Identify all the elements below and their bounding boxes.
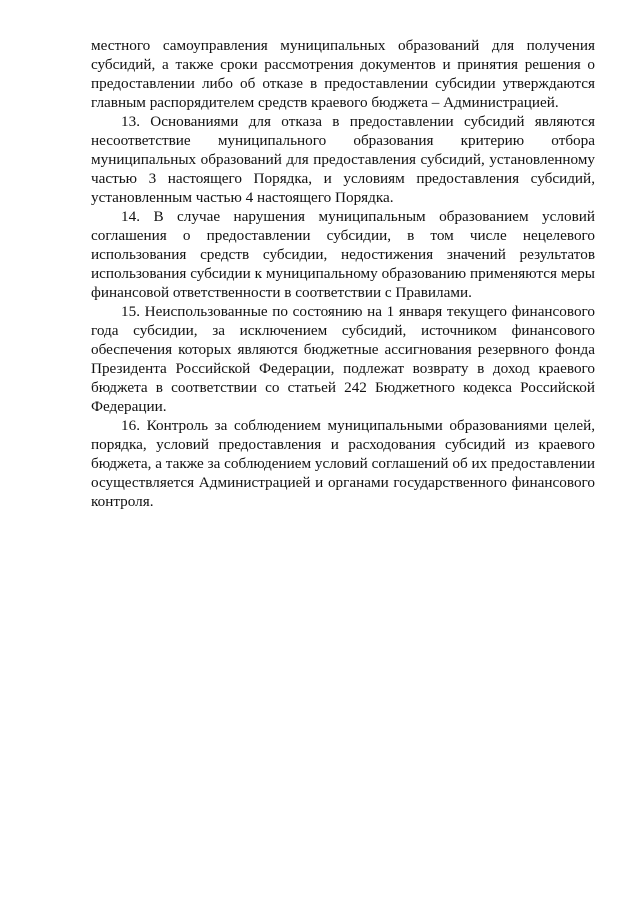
paragraph-16: 16. Контроль за соблюдением муниципальными образованиями целей, порядка, условий предоставления и расходования субсидий из краевого бюджета, а также за соблюдением условий соглашений об их предоставлении осуществляется Администрацией и органами государственного финансового контроля.: [91, 417, 595, 510]
paragraph-continuation: местного самоуправления муниципальных образований для получения субсидий, а также сроки рассмотрения документов и принятия решения о предоставлении либо об отказе в предоставлении субсидии утверждаются главным распорядителем средств краевого бюджета – Администрацией.: [91, 37, 595, 111]
paragraph-15: 15. Неиспользованные по состоянию на 1 января текущего финансового года субсидии, за исключением субсидий, источником финансового обеспечения которых являются бюджетные ассигнования резервного фонда Президента Российской Федерации, подлежат возврату в доход краевого бюджета в соответствии со статьей 242 Бюджетного кодекса Российской Федерации.: [91, 303, 595, 415]
document-body: [91, 36, 595, 511]
paragraph-13: 13. Основаниями для отказа в предоставлении субсидий являются несоответствие муниципального образования критерию отбора муниципальных образований для предоставления субсидий, установленному частью 3 настоящего Порядка, и условиям предоставления субсидий, установленным частью 4 настоящего Порядка.: [91, 113, 595, 206]
paragraph-14: 14. В случае нарушения муниципальным образованием условий соглашения о предоставлении субсидии, в том числе нецелевого использования средств субсидии, недостижения значений результатов использования субсидии к муниципальному образованию применяются меры финансовой ответственности в соответствии с Правилами.: [91, 208, 595, 301]
